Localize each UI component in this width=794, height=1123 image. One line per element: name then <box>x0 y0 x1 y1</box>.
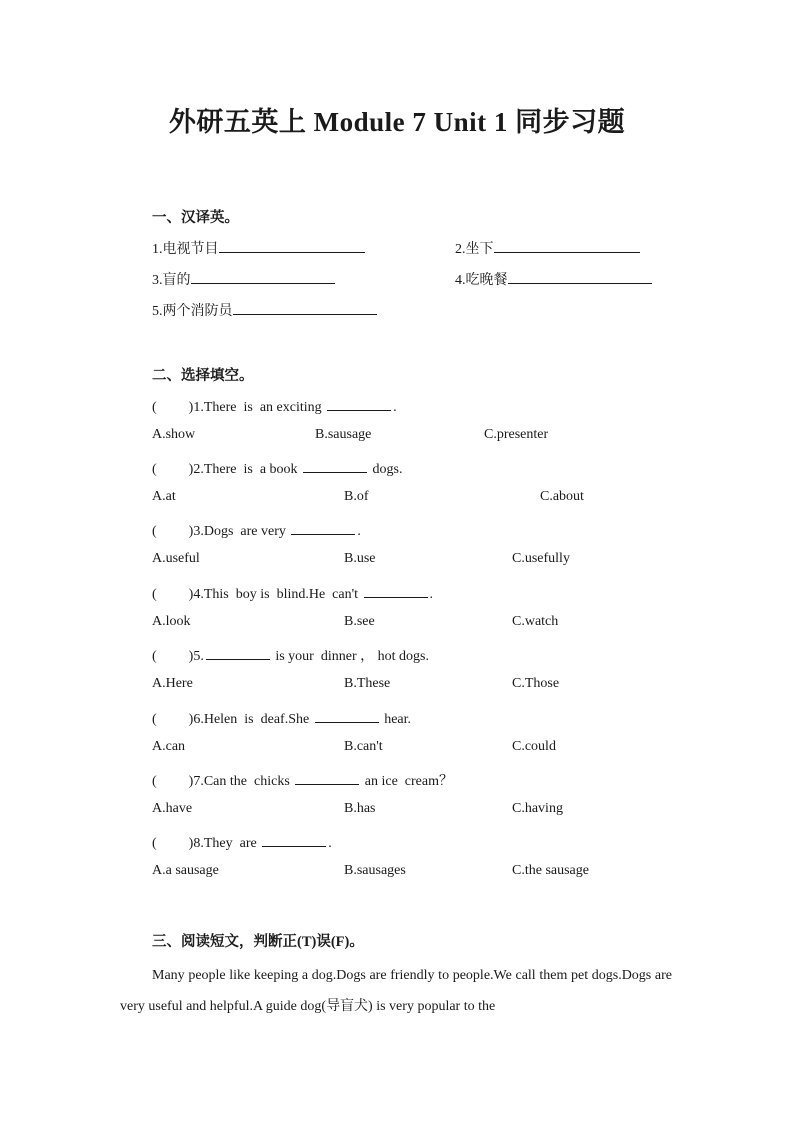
question-6: ( )6.Helen is deaf.She hear. <box>152 708 411 728</box>
question-text: dogs. <box>369 462 403 477</box>
fill-blank[interactable] <box>262 832 326 847</box>
question-number: 3. <box>193 524 204 539</box>
option-a[interactable]: A.at <box>152 489 176 504</box>
option-c[interactable]: C.watch <box>512 614 559 629</box>
question-text: . <box>429 587 434 602</box>
question-text: There is an exciting <box>203 400 326 415</box>
option-c[interactable]: C.Those <box>512 676 560 691</box>
option-b[interactable]: B.has <box>344 801 376 816</box>
question-3: ( )3.Dogs are very . <box>152 520 361 540</box>
question-text: . <box>357 524 361 539</box>
answer-paren: ( <box>152 400 157 415</box>
question-2: ( )2.There is a book dogs. <box>152 458 403 478</box>
question-text: is your dinner ， hot dogs. <box>271 649 429 664</box>
section3-heading: 三、阅读短文，判断正(T)误(F)。 <box>152 934 364 950</box>
option-c[interactable]: C.having <box>512 801 563 816</box>
fill-blank[interactable] <box>327 396 391 411</box>
answer-blank[interactable] <box>508 269 652 284</box>
question-text: . <box>393 400 397 415</box>
s1-item-2: 2.坐下 <box>455 238 640 258</box>
question-text: There is a book <box>203 462 302 477</box>
option-b[interactable]: B.can't <box>344 739 383 754</box>
option-b[interactable]: B.sausages <box>344 863 406 878</box>
question-text: . <box>328 836 332 851</box>
question-text: hear. <box>380 712 412 727</box>
option-a[interactable]: A.a sausage <box>152 863 219 878</box>
question-number: 2. <box>193 462 204 477</box>
question-number: 8. <box>193 836 204 851</box>
option-b[interactable]: B.see <box>344 614 375 629</box>
answer-paren: ( <box>152 587 157 602</box>
page-title: 外研五英上 Module 7 Unit 1 同步习题 <box>168 107 626 137</box>
answer-blank[interactable] <box>233 300 377 315</box>
answer-paren: ( <box>152 649 157 664</box>
section2-heading: 二、选择填空。 <box>152 368 254 384</box>
s1-item-1: 1.电视节目 <box>152 238 365 258</box>
option-c[interactable]: C.presenter <box>484 427 549 442</box>
fill-blank[interactable] <box>303 458 367 473</box>
option-b[interactable]: B.of <box>344 489 369 504</box>
reading-paragraph: Many people like keeping a dog.Dogs are friendly to people.We call them pet dogs.Dogs are very useful and helpful.A guide dog(导盲犬) is very popular to the <box>120 968 672 1014</box>
s1-item-5: 5.两个消防员 <box>152 300 377 320</box>
fill-blank[interactable] <box>364 583 428 598</box>
option-b[interactable]: B.These <box>344 676 391 691</box>
fill-blank[interactable] <box>295 770 359 785</box>
option-b[interactable]: B.sausage <box>315 427 372 442</box>
question-8: ( )8.They are . <box>152 832 332 852</box>
option-c[interactable]: C.the sausage <box>512 863 589 878</box>
question-text: Dogs are very <box>203 524 290 539</box>
option-a[interactable]: A.Here <box>152 676 193 691</box>
option-b[interactable]: B.use <box>344 551 376 566</box>
question-number: 4. <box>193 587 204 602</box>
option-a[interactable]: A.useful <box>152 551 200 566</box>
fill-blank[interactable] <box>206 645 270 660</box>
s1-item-3: 3.盲的 <box>152 269 335 289</box>
answer-paren: ( <box>152 836 157 851</box>
option-c[interactable]: C.could <box>512 739 556 754</box>
answer-blank[interactable] <box>494 238 640 253</box>
section1-heading: 一、汉译英。 <box>152 210 239 226</box>
option-a[interactable]: A.look <box>152 614 191 629</box>
question-number: 5. <box>193 649 204 664</box>
answer-paren: ( <box>152 462 157 477</box>
answer-paren: ( <box>152 774 157 789</box>
question-text: an ice cream？ <box>361 774 453 789</box>
fill-blank[interactable] <box>291 520 355 535</box>
fill-blank[interactable] <box>315 708 379 723</box>
question-text: They are <box>203 836 261 851</box>
option-c[interactable]: C.about <box>540 489 584 504</box>
question-number: 1. <box>193 400 204 415</box>
question-text: Helen is deaf.She <box>203 712 313 727</box>
option-a[interactable]: A.show <box>152 427 196 442</box>
answer-blank[interactable] <box>219 238 365 253</box>
answer-blank[interactable] <box>191 269 335 284</box>
question-7: ( )7.Can the chicks an ice cream？ <box>152 770 453 790</box>
answer-paren: ( <box>152 712 157 727</box>
question-number: 6. <box>193 712 204 727</box>
option-a[interactable]: A.can <box>152 739 186 754</box>
option-c[interactable]: C.usefully <box>512 551 570 566</box>
question-1: ( )1.There is an exciting . <box>152 396 397 416</box>
question-4: ( )4.This boy is blind.He can't . <box>152 583 433 603</box>
question-5: ( )5. is your dinner ， hot dogs. <box>152 645 429 665</box>
answer-paren: ( <box>152 524 157 539</box>
question-text: Can the chicks <box>203 774 294 789</box>
question-text: This boy is blind.He can't <box>203 587 362 602</box>
s1-item-4: 4.吃晚餐 <box>455 269 652 289</box>
option-a[interactable]: A.have <box>152 801 193 816</box>
question-number: 7. <box>193 774 204 789</box>
